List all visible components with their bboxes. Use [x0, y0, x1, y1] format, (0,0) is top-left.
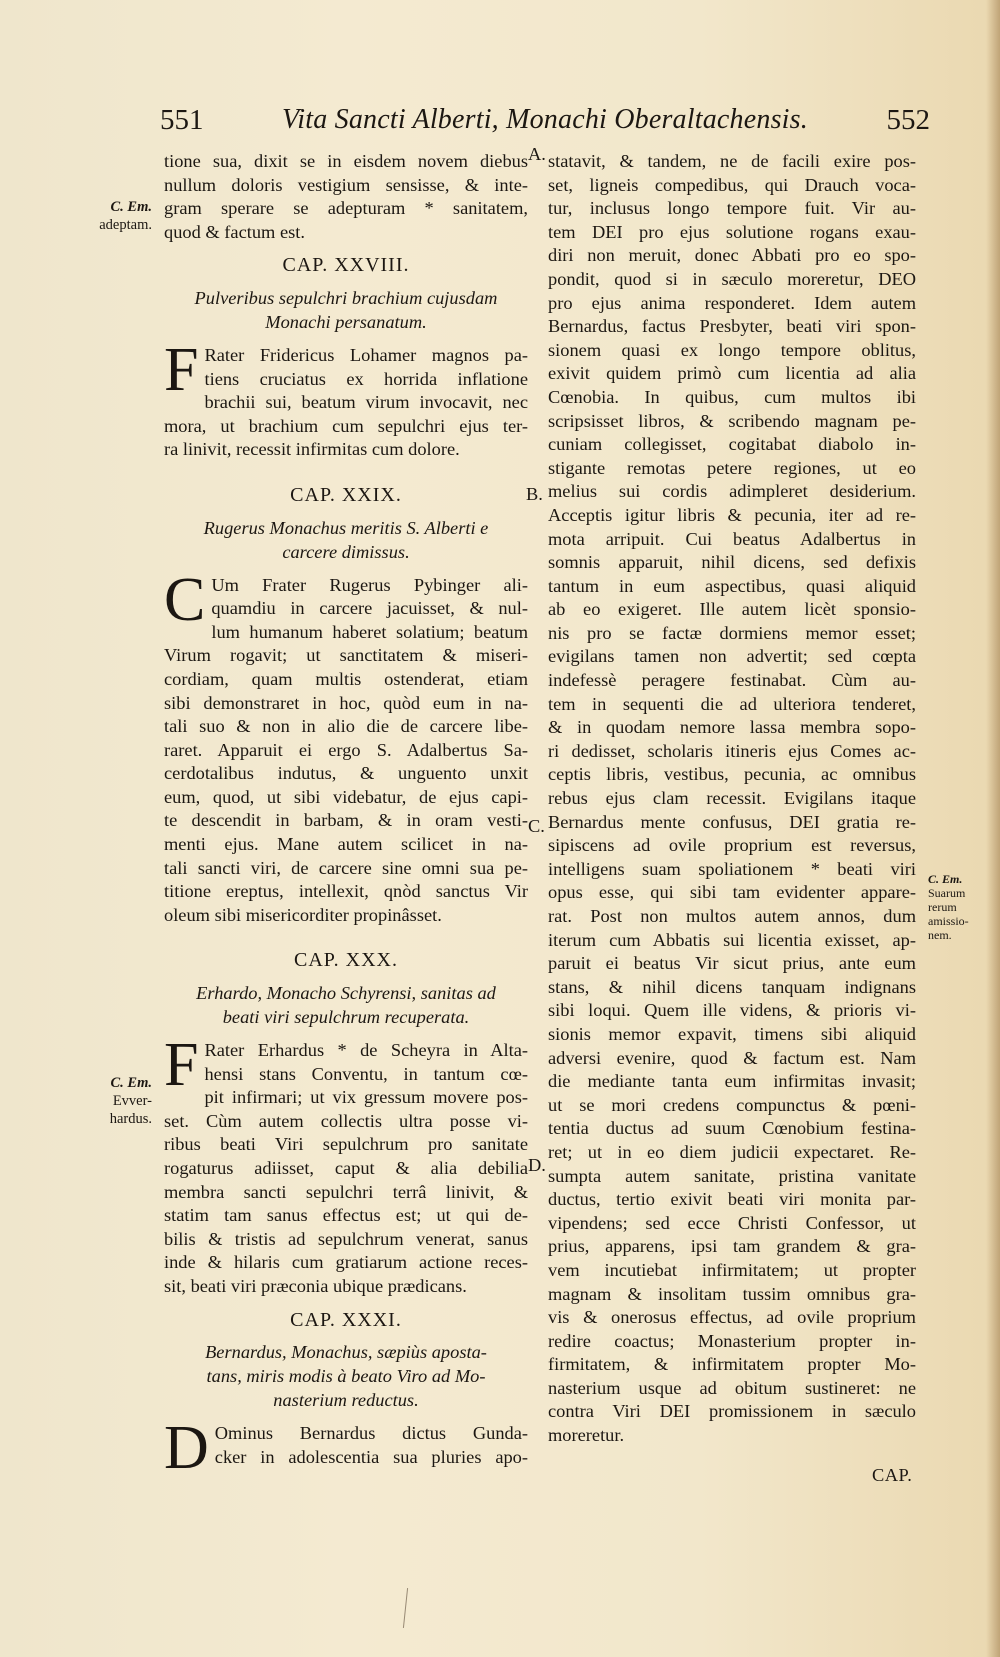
- section-letter: B.: [526, 484, 543, 504]
- drop-cap: D: [164, 1414, 209, 1483]
- left-column: [164, 150, 528, 1483]
- chapter-subtitle: Bernardus, Monachus, sæpiùs aposta- tans, miris modis à beato Viro ad Mo- nasterium reductus.: [205, 1342, 487, 1411]
- chapter-heading: CAP. XXIX.: [290, 483, 402, 506]
- right-column: [548, 150, 916, 1448]
- paragraph: tione sua, dixit se in eisdem novem diebus nullum doloris vestigium sensisse, & inte- gram sperare se adepturam * sanitatem, quod & factum est.: [164, 151, 528, 242]
- margin-note: C. Em. adeptam.: [99, 199, 152, 233]
- margin-note: C. Em. Evver- hardus.: [109, 1075, 152, 1127]
- paragraph: F Rater Erhardus * de Scheyra in Alta- hensi stans Conventu, in tantum cœ- pit infirmari; ut vix gressum movere pos- set. Cùm autem collectis ultra posse vi- ribus beati Viri sepulchrum pro sanitate rogaturus adiisset, caput & alia debilia membra sancti sepulchri terrâ linivit, & statim tam sanus effectus est; ut qui de- bilis & tristis ad sepulchrum venerat, sanus inde & hilaris cum gratiarum actione reces- sit, beati viri præconia ubique prædicans.: [164, 1031, 528, 1296]
- drop-cap: C: [164, 565, 206, 634]
- chapter-subtitle: Pulveribus sepulchri brachium cujusdam Monachi persanatum.: [194, 287, 498, 332]
- section-letter: C.: [528, 816, 545, 836]
- catchword: CAP.: [872, 1465, 913, 1485]
- section-letter: D.: [528, 1155, 546, 1175]
- chapter-heading: CAP. XXX.: [293, 949, 399, 972]
- drop-cap: F: [164, 335, 199, 404]
- chapter-subtitle: Erhardo, Monacho Schyrensi, sanitas ad beati viri sepulchrum recuperata.: [196, 983, 496, 1028]
- left-page-number: 551: [160, 104, 204, 136]
- paragraph: statavit, & tandem, ne de facili exire pos- set, ligneis compedibus, qui Drauch voca- tur, inclusus longo tempore fuit. Vir au- tem DEI pro ejus solutione rogans exau- diri non meruit, donec Abbati pro eo spo- pondit, quod si in sæculo moreretur, DEO pro ejus anima responderet. Idem autem Bernardus, factus Presbyter, beati viri spon- sionem quasi ex longo tempore oblitus, exivit quidem primò cum licentia ad alia Cœnobia. In quibus, cum multos ibi scripsisset libros, & scribendo magnam pe- cuniam collegisset, cogitabat diabolo in- stigante remotas petere regiones, ut eo melius sui cordis adimpleret desiderium. Acceptis igitur libris & pecunia, iter ad re- mota arripuit. Cui beatus Adalbertus in somnis apparuit, nihil dicens, sed defixis tantum in eum aspectibus, quasi aliquid ab eo exigeret. Ille autem licèt sponsio- nis pro se factæ dormiens memor esset; evigilans tamen non advertit; sed cœpta indefessè peragere festinabat. Cùm au- tem in sequenti die ad ulteriora tenderet, & in quodam nemore lassa membra sopo- ri dedisset, scholaris itineris ejus Comes ac- ceptis libris, vestibus, pecunia, ac omnibus rebus ejus clam recessit. Evigilans itaque Bernardus mente confusus, DEI gratia re- sipiscens ad ovile proprium est reversus, intelligens suam spoliationem * beati viri opus esse, qui sibi tam evidenter appare- rat. Post non multos autem annos, dum iterum cum Abbatis sui licentia exisset, ap- paruit ei beatus Vir sicut prius, ante eum stans, & nihil dicens tanquam indignans sibi loqui. Quem ille videns, & prioris vi- sionis memor expavit, timens sibi aliquid adversi evenire, quod & factum est. Nam die mediante tanta eum infirmitas invasit; ut se mori credens compunctus & pœni- tentia ductus ad suum Cœnobium festina- ret; ut in eo diem judicii expectaret. Re- sumpta autem sanitate, pristina vanitate ductus, tertio exivit beati viri monita par- vipendens; sed ecce Christi Confessor, ut prius, apparens, ipsi tam grandem & gra- vem incutiebat infirmitatem; ut propter magnam & insolitam tussim omnibus gra- vis & onerosus effectus, ad ovile proprium redire coactus; Monasterium propter in- firmitatem, & infirmitatem propter Mo- nasterium usque ad obitum sustineret: ne contra Viri DEI promissionem in sæculo moreretur.: [548, 151, 916, 1446]
- margin-note: C. Em. Suarum rerum amissio- nem.: [928, 872, 969, 942]
- right-page-number: 552: [886, 104, 930, 136]
- chapter-heading: CAP. XXXI.: [290, 1308, 402, 1331]
- running-title: Vita Sancti Alberti, Monachi Oberaltachensis.: [282, 104, 808, 135]
- pen-mark: [403, 1588, 408, 1628]
- chapter-heading: CAP. XXVIII.: [282, 254, 410, 277]
- chapter-subtitle: Rugerus Monachus meritis S. Alberti e carcere dimissus.: [203, 517, 489, 562]
- drop-cap: F: [164, 1031, 199, 1100]
- paragraph: C Um Frater Rugerus Pybinger ali- quamdiu in carcere jacuisset, & nul- lum humanum haberet solatium; beatum Virum rogavit; ut sanctitatem & miseri- cordiam, quam multis ostenderat, etiam sibi demonstraret in hoc, quòd eum in na- tali suo & non in alio die de carcere libe- raret. Apparuit ei ergo S. Adalbertus Sa- cerdotalibus indutus, & unguento unxit eum, quod, ut sibi videbatur, de ejus capi- te descendit in barbam, & in oram vesti- menti ejus. Mane autem scilicet in na- tali sancti viri, de carcere sine omni sua pe- titione ereptus, intellexit, qnòd sanctus Vir oleum sibi misericorditer propinâsset.: [164, 565, 528, 925]
- paragraph: F Rater Fridericus Lohamer magnos pa- tiens cruciatus ex horrida inflatione brachii sui, beatum virum invocavit, nec mora, ut brachium cum sepulchri ejus ter- ra linivit, recessit infirmitas cum dolore.: [164, 335, 528, 460]
- paragraph: D Ominus Bernardus dictus Gunda- cker in adolescentia sua pluries apo-: [164, 1414, 528, 1483]
- section-letter: A.: [528, 144, 546, 164]
- page-header: [160, 104, 930, 144]
